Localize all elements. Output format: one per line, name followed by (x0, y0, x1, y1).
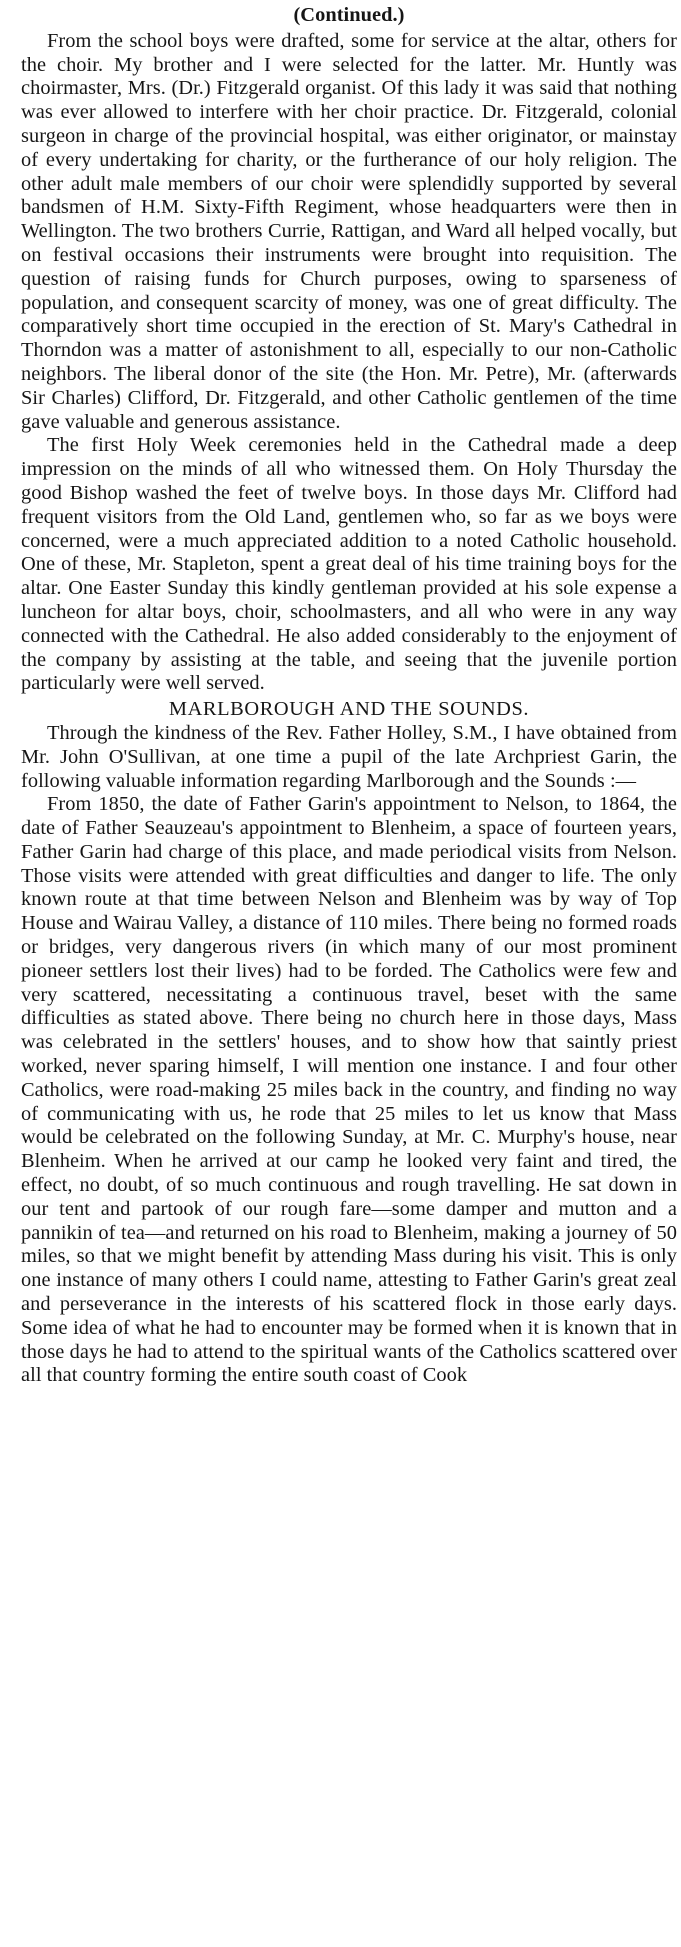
paragraph-father-holley: Through the kindness of the Rev. Father Holley, S.M., I have obtained from Mr. John O'Sullivan, at one time a pupil of the late Archpriest Garin, the following valuable information regarding Marlborough and the Sounds :— (21, 721, 677, 792)
continued-heading: (Continued.) (293, 4, 405, 26)
paragraph-choir: From the school boys were drafted, some for service at the altar, others for the choir. My brother and I were selected for the latter. Mr. Huntly was choirmaster, Mrs. (Dr.) Fitzgerald organist. Of this lady it was said that nothing was ever allowed to interfere with her choir practice. Dr. Fitzgerald, colonial surgeon in charge of the provincial hospital, was either originator, or mainstay of every undertaking for charity, or the furtherance of our holy religion. The other adult male members of our choir were splendidly supported by several bandsmen of H.M. Sixty-Fifth Regiment, whose headquarters were then in Wellington. The two brothers Currie, Rattigan, and Ward all helped vocally, but on festival occasions their instruments were brought into requisition. The question of raising funds for Church purposes, owing to sparseness of population, and consequent scarcity of money, was one of great difficulty. The comparatively short time occupied in the erection of St. Mary's Cathedral in Thorndon was a matter of astonishment to all, especially to our non-Catholic neighbors. The liberal donor of the site (the Hon. Mr. Petre), Mr. (afterwards Sir Charles) Clifford, Dr. Fitzgerald, and other Catholic gentlemen of the time gave valuable and generous assistance. (21, 29, 677, 433)
paragraph-holy-week: The first Holy Week ceremonies held in the Cathedral made a deep impression on the minds of all who witnessed them. On Holy Thursday the good Bishop washed the feet of twelve boys. In those days Mr. Clifford had frequent visitors from the Old Land, gentlemen who, so far as we boys were concerned, were a much appreciated addition to a noted Catholic household. One of these, Mr. Stapleton, spent a great deal of his time training boys for the altar. One Easter Sunday this kindly gentleman provided at his sole expense a luncheon for altar boys, choir, schoolmasters, and all who were in any way connected with the Cathedral. He also added considerably to the enjoyment of the company by assisting at the table, and seeing that the juvenile portion particularly were well served. (21, 434, 677, 695)
paragraph-father-garin: From 1850, the date of Father Garin's appointment to Nelson, to 1864, the date of Father Seauzeau's appointment to Blenheim, a space of fourteen years, Father Garin had charge of this place, and made periodical visits from Nelson. Those visits were attended with great difficulties and danger to life. The only known route at that time between Nelson and Blenheim was by way of Top House and Wairau Valley, a distance of 110 miles. There being no formed roads or bridges, very dangerous rivers (in which many of our most prominent pioneer settlers lost their lives) had to be forded. The Catholics were few and very scattered, necessitating a continuous travel, beset with the same difficulties as stated above. There being no church here in those days, Mass was celebrated in the settlers' houses, and to show how that saintly priest worked, never sparing himself, I will mention one instance. I and four other Catholics, were road-making 25 miles back in the country, and finding no way of communicating with us, he rode that 25 miles to let us know that Mass would be celebrated on the following Sunday, at Mr. C. Murphy's house, near Blenheim. When he arrived at our camp he looked very faint and tired, the effect, no doubt, of so much continuous and rough travelling. He sat down in our tent and partook of our rough fare—some damper and mutton and a pannikin of tea—and returned on his road to Blenheim, making a journey of 50 miles, so that we might benefit by attending Mass during his visit. This is only one instance of many others I could name, attesting to Father Garin's great zeal and perseverance in the interests of his scattered flock in those early days. Some idea of what he had to encounter may be formed when it is known that in those days he had to attend to the spiritual wants of the Catholics scattered over all that country forming the entire south coast of Cook (21, 793, 677, 1387)
article-column (21, 4, 677, 1388)
section-heading-marlborough: MARLBOROUGH AND THE SOUNDS. (168, 698, 530, 721)
